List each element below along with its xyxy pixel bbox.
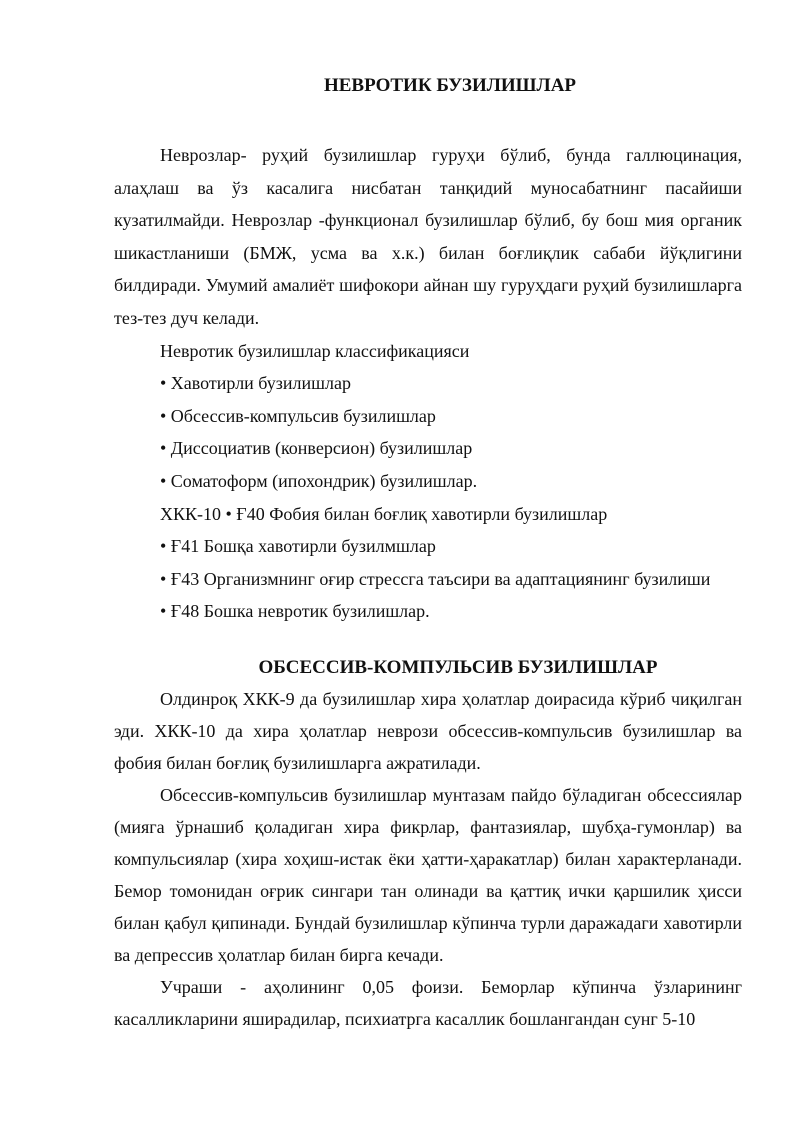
classification-title: Невротик бузилишлар классификацияси: [160, 340, 470, 361]
section-title-ocd: ОБСЕССИВ-КОМПУЛЬСИВ БУЗИЛИШЛАР: [258, 657, 658, 678]
list-item: • Обсессив-компульсив бузилишлар: [160, 405, 436, 426]
list-item: • Диссоциатив (конверсион) бузилишлар: [160, 438, 473, 459]
list-item: • Хавотирли бузилишлар: [160, 373, 351, 394]
list-item: • Ғ43 Организмнинг оғир стрессга таъсири ва адаптациянинг бузилиши: [160, 568, 711, 589]
list-item: • Ғ48 Бошка невротик бузилишлар.: [160, 601, 430, 622]
section-neurotic-disorders: [114, 139, 742, 628]
list-item: ХКК-10 • Ғ40 Фобия билан боғлиқ хавотирли бузилишлар: [160, 503, 608, 524]
body-paragraph: Учраши - аҳолининг 0,05 фоизи. Беморлар кўпинча ўзларининг касалликларини яширадилар, психиатрга касаллик бошлангандан сунг 5-10: [114, 977, 742, 1029]
section-ocd: [114, 683, 742, 1035]
section-title-neurotic-disorders: НЕВРОТИК БУЗИЛИШЛАР: [323, 75, 577, 96]
body-paragraph: Обсессив-компульсив бузилишлар мунтазам пайдо бўладиган обсессиялар (мияга ўрнашиб қоладиган хира фикрлар, фантазиялар, шубҳа-гумонлар) ва компульсиялар (хира хоҳиш-истак ёки ҳатти-ҳаракатлар) билан характерланади. Бемор томонидан оғрик сингари тан олинади ва қаттиқ ички қаршилик ҳисси билан қабул қипинади. Бундай бузилишлар кўпинча турли даражадаги хавотирли ва депрессив ҳолатлар билан бирга кечади.: [114, 785, 742, 965]
list-item: • Соматоформ (ипохондрик) бузилишлар.: [160, 470, 478, 491]
intro-paragraph: Неврозлар- руҳий бузилишлар гуруҳи бўлиб, бунда галлюцинация, алаҳлаш ва ўз касалига нисбатан танқидий муносабатнинг пасайиши кузатилмайди. Неврозлар -функционал бузилишлар бўлиб, бу бош мия органик шикастланиши (БМЖ, усма ва х.к.) билан боғлиқлик сабаби йўқлигини билдиради. Умумий амалиёт шифокори айнан шу гуруҳдаги руҳий бузилишларга тез-тез дуч келади.: [114, 145, 742, 328]
list-item: • Ғ41 Бошқа хавотирли бузилмшлар: [160, 536, 436, 557]
body-paragraph: Олдинроқ ХКК-9 да бузилишлар хира ҳолатлар доирасида кўриб чиқилган эди. ХКК-10 да хира ҳолатлар неврози обсессив-компульсив бузилишлар ва фобия билан боғлиқ бузилишларга ажратилади.: [114, 689, 742, 773]
